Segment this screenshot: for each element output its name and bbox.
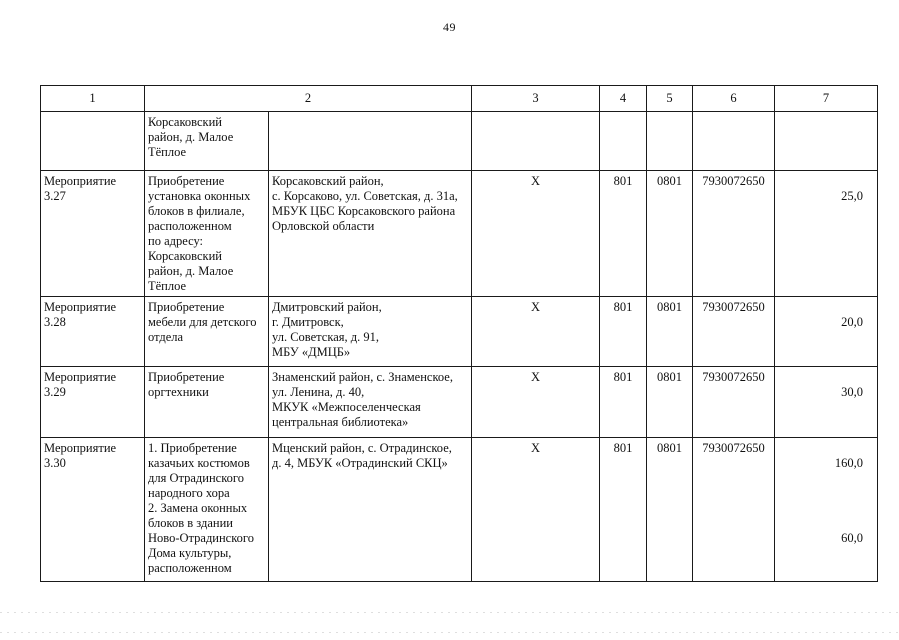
cell-recipient: Корсаковский район, с. Корсаково, ул. Советская, д. 31а, МБУК ЦБС Корсаковского района Орловской области — [269, 171, 472, 297]
table-header-row — [41, 86, 878, 112]
cell-col5: 0801 — [647, 171, 693, 297]
cell-col4: 801 — [600, 171, 647, 297]
cell-event: Мероприятие 3.27 — [41, 171, 145, 297]
header-cell-2: 2 — [145, 86, 472, 112]
cell-col5 — [647, 112, 693, 171]
cell-col6: 7930072650 — [693, 367, 775, 438]
header-cell-1: 1 — [41, 86, 145, 112]
table-row-continuation — [41, 112, 878, 171]
cell-recipient: Знаменский район, с. Знаменское, ул. Ленина, д. 40, МКУК «Межпоселенческая центральная библиотека» — [269, 367, 472, 438]
table-row — [41, 367, 878, 438]
amount-value: 60,0 — [841, 531, 863, 545]
page-number: 49 — [443, 20, 456, 34]
cell-recipient: Дмитровский район, г. Дмитровск, ул. Советская, д. 91, МБУ «ДМЦБ» — [269, 297, 472, 367]
budget-table — [40, 85, 878, 582]
cell-col4: 801 — [600, 367, 647, 438]
cell-recipient: Мценский район, с. Отрадинское, д. 4, МБУК «Отрадинский СКЦ» — [269, 438, 472, 582]
cell-event — [41, 112, 145, 171]
cell-event: Мероприятие 3.30 — [41, 438, 145, 582]
cell-description: Корсаковский район, д. Малое Тёплое — [145, 112, 269, 171]
cell-col7 — [775, 112, 878, 171]
cell-col3: Х — [472, 171, 600, 297]
cell-col3 — [472, 112, 600, 171]
header-cell-6: 6 — [693, 86, 775, 112]
table-row — [41, 438, 878, 582]
header-cell-3: 3 — [472, 86, 600, 112]
header-cell-4: 4 — [600, 86, 647, 112]
cell-col6: 7930072650 — [693, 297, 775, 367]
header-cell-5: 5 — [647, 86, 693, 112]
cell-col5: 0801 — [647, 367, 693, 438]
cell-col4: 801 — [600, 438, 647, 582]
cell-description: Приобретение установка оконных блоков в филиале, расположенном по адресу: Корсаковский район, д. Малое Тёплое — [145, 171, 269, 297]
cell-col5: 0801 — [647, 438, 693, 582]
table-row — [41, 171, 878, 297]
cell-col5: 0801 — [647, 297, 693, 367]
cell-event: Мероприятие 3.28 — [41, 297, 145, 367]
cell-amount — [775, 438, 878, 582]
cell-description: 1. Приобретение казачьих костюмов для Отрадинского народного хора 2. Замена оконных блоков в здании Ново-Отрадинского Дома культуры, расположенном — [145, 438, 269, 582]
amount-value: 20,0 — [841, 315, 863, 329]
amount-value: 160,0 — [834, 456, 863, 470]
cell-recipient — [269, 112, 472, 171]
cell-description: Приобретение оргтехники — [145, 367, 269, 438]
scan-artifact-line — [0, 612, 899, 613]
amount-value: 30,0 — [841, 385, 863, 399]
cell-amount — [775, 171, 878, 297]
cell-col6: 7930072650 — [693, 171, 775, 297]
amount-value: 25,0 — [841, 189, 863, 203]
cell-col6 — [693, 112, 775, 171]
table-row — [41, 297, 878, 367]
cell-col3: Х — [472, 438, 600, 582]
header-cell-7: 7 — [775, 86, 878, 112]
cell-amount — [775, 367, 878, 438]
cell-amount — [775, 297, 878, 367]
cell-col3: Х — [472, 367, 600, 438]
cell-col4: 801 — [600, 297, 647, 367]
cell-col3: Х — [472, 297, 600, 367]
cell-col4 — [600, 112, 647, 171]
cell-description: Приобретение мебели для детского отдела — [145, 297, 269, 367]
scan-artifact-line — [0, 632, 899, 633]
cell-col6: 7930072650 — [693, 438, 775, 582]
cell-event: Мероприятие 3.29 — [41, 367, 145, 438]
